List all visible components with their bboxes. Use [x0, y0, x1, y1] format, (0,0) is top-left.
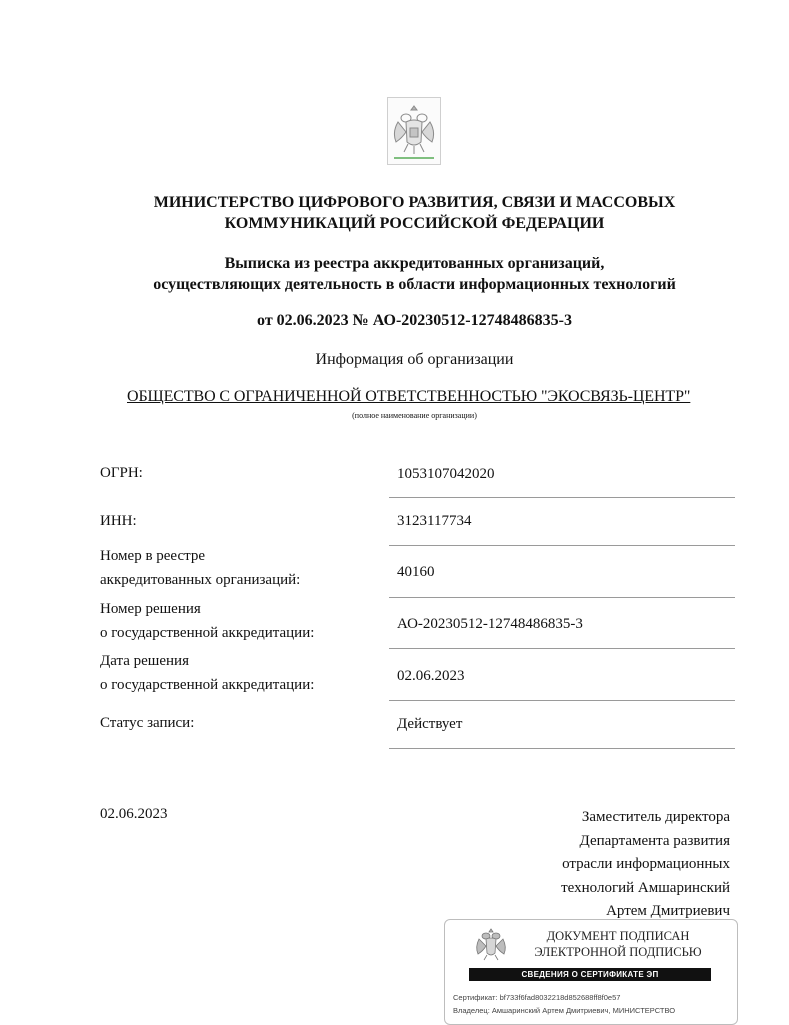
stamp-certificate-bar: СВЕДЕНИЯ О СЕРТИФИКАТЕ ЭП — [469, 968, 711, 981]
field-label-record-status — [100, 711, 194, 735]
field-label-text: о государственной аккредитации: — [100, 677, 315, 693]
signer-line: отрасли информационных — [562, 856, 730, 872]
coat-of-arms-emblem — [387, 97, 441, 165]
field-value-decision-number: АО-20230512-12748486835-3 — [397, 616, 583, 632]
signer-line: технологий Амшаринский — [561, 879, 730, 896]
field-label-text: Дата решения — [100, 653, 189, 669]
document-number: от 02.06.2023 № АО-20230512-12748486835-3 — [257, 312, 572, 329]
ministry-title-line2: КОММУНИКАЦИЙ РОССИЙСКОЙ ФЕДЕРАЦИИ — [224, 215, 605, 232]
stamp-title — [523, 928, 713, 960]
field-label-inn — [100, 509, 137, 533]
field-label-text: Номер в реестре — [100, 548, 206, 564]
field-label-registry-number — [100, 544, 300, 592]
stamp-certificate-id: Сертификат: bf733f6fad8032218d852688ff8f0e57 — [453, 993, 621, 1002]
ministry-title-line1: МИНИСТЕРСТВО ЦИФРОВОГО РАЗВИТИЯ, СВЯЗИ И МАССОВЫХ — [153, 194, 676, 211]
field-value-ogrn: 1053107042020 — [397, 466, 495, 482]
field-label-text: аккредитованных организаций: — [100, 572, 301, 588]
stamp-title-line: ЭЛЕКТРОННОЙ ПОДПИСЬЮ — [534, 945, 702, 959]
field-label-text: ОГРН: — [100, 465, 143, 481]
document-title — [0, 253, 789, 295]
field-value-registry-number: 40160 — [397, 564, 435, 580]
document-title-line1: Выписка из реестра аккредитованных организаций, — [224, 255, 605, 272]
field-label-text: о государственной аккредитации: — [100, 625, 315, 641]
field-label-text: Статус записи: — [100, 715, 195, 731]
field-divider — [389, 700, 735, 701]
field-value-decision-date: 02.06.2023 — [397, 668, 465, 684]
field-divider — [389, 748, 735, 749]
stamp-title-line: ДОКУМЕНТ ПОДПИСАН — [546, 929, 690, 943]
electronic-signature-stamp — [444, 919, 738, 1025]
organization-name-caption: (полное наименование организации) — [352, 411, 477, 420]
section-heading: Информация об организации — [315, 351, 514, 368]
field-label-ogrn — [100, 461, 143, 485]
document-title-line2: осуществляющих деятельность в области информационных технологий — [153, 276, 676, 293]
signature-date: 02.06.2023 — [100, 806, 168, 822]
signer-line: Департамента развития — [579, 832, 730, 849]
signer-line: Заместитель директора — [581, 809, 730, 825]
field-value-inn: 3123117734 — [397, 513, 472, 529]
stamp-emblem-icon — [473, 926, 509, 962]
field-divider — [389, 648, 735, 649]
stamp-owner: Владелец: Амшаринский Артем Дмитриевич, МИНИСТЕРСТВО — [453, 1006, 676, 1015]
signer-line: Артем Дмитриевич — [606, 903, 730, 919]
ministry-title — [0, 192, 789, 234]
field-divider — [389, 497, 735, 498]
field-divider — [389, 597, 735, 598]
organization-name: ОБЩЕСТВО С ОГРАНИЧЕННОЙ ОТВЕТСТВЕННОСТЬЮ "ЭКОСВЯЗЬ-ЦЕНТР" — [127, 388, 691, 405]
field-value-record-status: Действует — [397, 716, 463, 732]
signer-block — [561, 806, 730, 924]
field-label-decision-number — [100, 597, 314, 645]
field-label-text: Номер решения — [100, 601, 201, 617]
field-divider — [389, 545, 735, 546]
field-label-text: ИНН: — [100, 513, 137, 529]
field-label-decision-date — [100, 649, 314, 697]
